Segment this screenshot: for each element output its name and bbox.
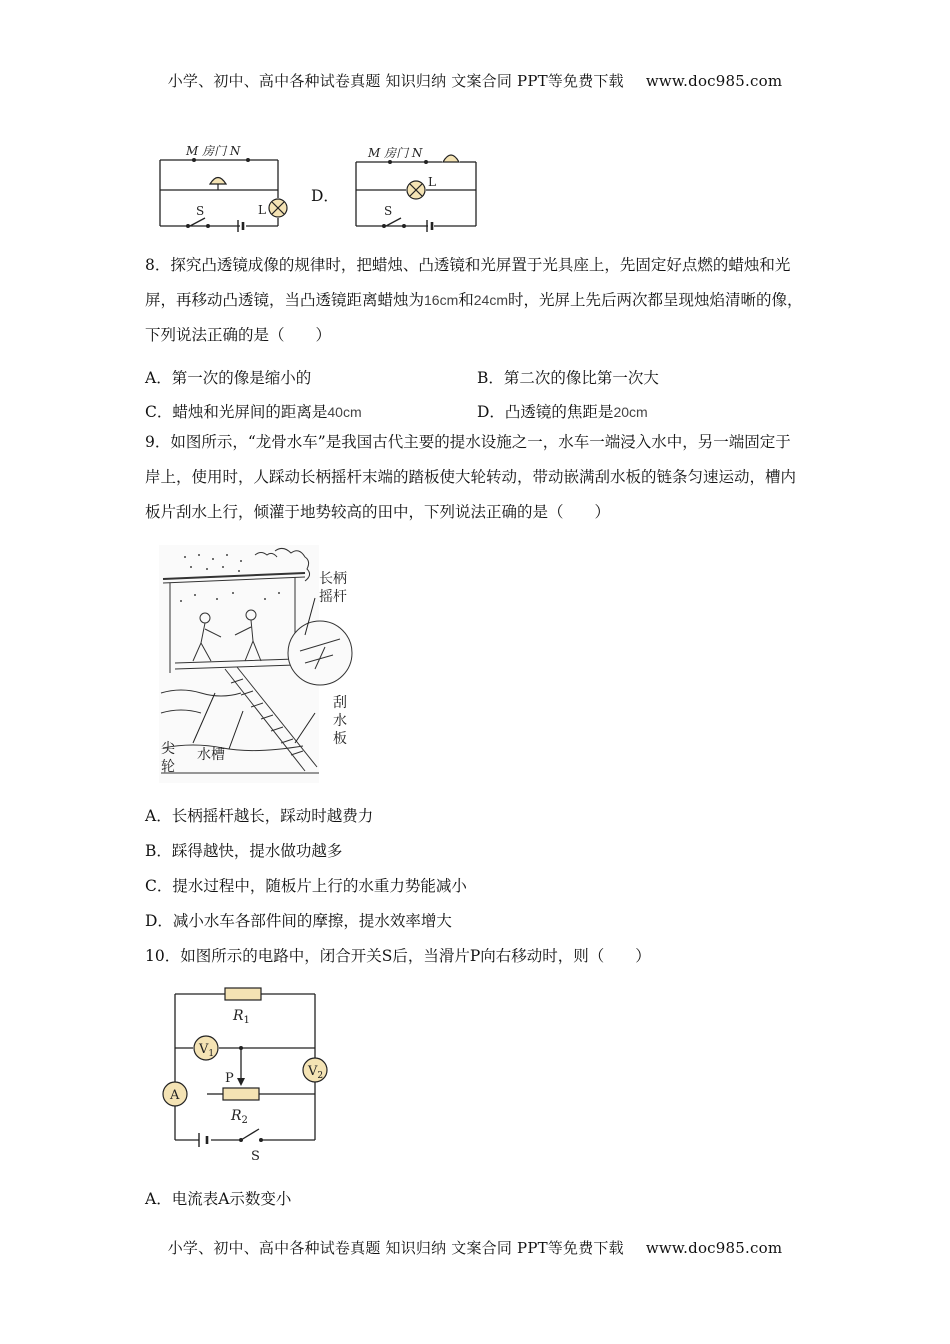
q7c-lamp-label: L xyxy=(258,203,266,217)
q9-label-board-1: 刮 xyxy=(333,695,347,711)
q7c-top-label: M 房门 N xyxy=(186,144,241,158)
page-footer xyxy=(0,1237,950,1258)
q7-circuit-c-figure xyxy=(150,138,300,238)
q8-option-c-text: C．蜡烛和光屏间的距离是 xyxy=(145,403,328,421)
q7d-top-label: M 房门 N xyxy=(368,146,423,160)
q10-v1-label: $V_1$ xyxy=(199,1042,215,1059)
q8-value-1: 16cm xyxy=(424,292,459,308)
header-text: 小学、初中、高中各种试卷真题 知识归纳 文案合同 PPT等免费下载 xyxy=(167,72,624,90)
bell-icon xyxy=(210,178,226,191)
q8-stem-part-a: 8．探究凸透镜成像的规律时，把蜡烛、凸透镜和光屏置于光具座上，先固定好点燃的蜡烛和光屏，再移动凸透镜，当凸透镜距离蜡烛为 xyxy=(145,256,791,309)
q7d-switch-label: S xyxy=(384,204,393,218)
q9-option-c[interactable]: C．提水过程中，随板片上行的水重力势能减小 xyxy=(145,877,467,895)
q8-option-d-value: 20cm xyxy=(613,404,648,420)
q9-label-crank-1: 长柄 xyxy=(319,571,347,587)
q10-stem: 10．如图所示的电路中，闭合开关S后，当滑片P向右移动时，则（ ） xyxy=(145,947,651,965)
q10-v2-label: $V_2$ xyxy=(308,1064,324,1081)
q8-option-a[interactable]: A．第一次的像是缩小的 xyxy=(145,369,312,387)
q8-value-2: 24cm xyxy=(473,292,508,308)
q9-label-wheel-2: 轮 xyxy=(161,759,175,775)
q10-option-a[interactable]: A．电流表A示数变小 xyxy=(145,1190,292,1208)
q8-option-b[interactable]: B．第二次的像比第一次大 xyxy=(477,369,659,387)
q8-option-d-text: D．凸透镜的焦距是 xyxy=(477,403,614,421)
page-header xyxy=(0,70,950,91)
footer-site[interactable]: www.doc985.com xyxy=(645,1239,783,1257)
q10-circuit-figure xyxy=(155,982,335,1164)
q9-option-a[interactable]: A．长柄摇杆越长，踩动时越费力 xyxy=(145,807,374,825)
q10-ammeter-label: A xyxy=(170,1088,180,1103)
q7-option-d-label: D． xyxy=(311,187,339,205)
slider-arrow-icon xyxy=(237,1078,245,1086)
q8-option-c-value: 40cm xyxy=(327,404,362,420)
q10-switch-label: S xyxy=(251,1149,260,1164)
footer-text: 小学、初中、高中各种试卷真题 知识归纳 文案合同 PPT等免费下载 xyxy=(167,1239,624,1257)
lamp-icon xyxy=(269,199,287,217)
q9-option-b[interactable]: B．踩得越快，提水做功越多 xyxy=(145,842,343,860)
q8-stem-mid: 和 xyxy=(458,291,474,309)
q9-label-board-2: 水 xyxy=(333,713,347,729)
lamp-icon xyxy=(407,181,425,199)
q7d-lamp-label: L xyxy=(428,175,436,189)
resistor-r2 xyxy=(223,1088,259,1100)
q10-r1-label: $R_1$ xyxy=(233,1008,250,1026)
header-site[interactable]: www.doc985.com xyxy=(645,72,783,90)
q8-stem xyxy=(145,248,805,353)
bell-icon xyxy=(443,155,459,162)
q8-option-c[interactable] xyxy=(145,400,362,422)
q9-label-wheel-1: 尖 xyxy=(161,741,175,757)
q8-stem-part-b: 时，光屏上先后两次都呈现烛焰清晰的像，下列说法正确的是（ ） xyxy=(145,291,803,344)
q9-waterwheel-figure xyxy=(155,543,360,788)
q10-r2-label: $R_2$ xyxy=(231,1108,248,1126)
resistor-r1 xyxy=(225,988,261,1000)
q9-option-d[interactable]: D．减小水车各部件间的摩擦，提水效率增大 xyxy=(145,912,452,930)
q9-label-trough: 水槽 xyxy=(197,747,225,763)
q7-circuit-d-figure xyxy=(346,138,496,238)
q8-option-d[interactable] xyxy=(477,400,648,422)
q7c-switch-label: S xyxy=(196,204,205,218)
q9-stem: 9．如图所示，“龙骨水车”是我国古代主要的提水设施之一，水车一端浸入水中，另一端固定于岸上，使用时，人踩动长柄摇杆末端的踏板使大轮转动，带动嵌满刮水板的链条匀速运动，槽内板片刮水上行，倾灌于地势较高的田中，下列说法正确的是（ ） xyxy=(145,433,797,521)
q9-label-board-3: 板 xyxy=(333,731,347,747)
q9-label-crank-2: 摇杆 xyxy=(319,589,347,605)
q10-slider-label: P xyxy=(225,1071,234,1086)
